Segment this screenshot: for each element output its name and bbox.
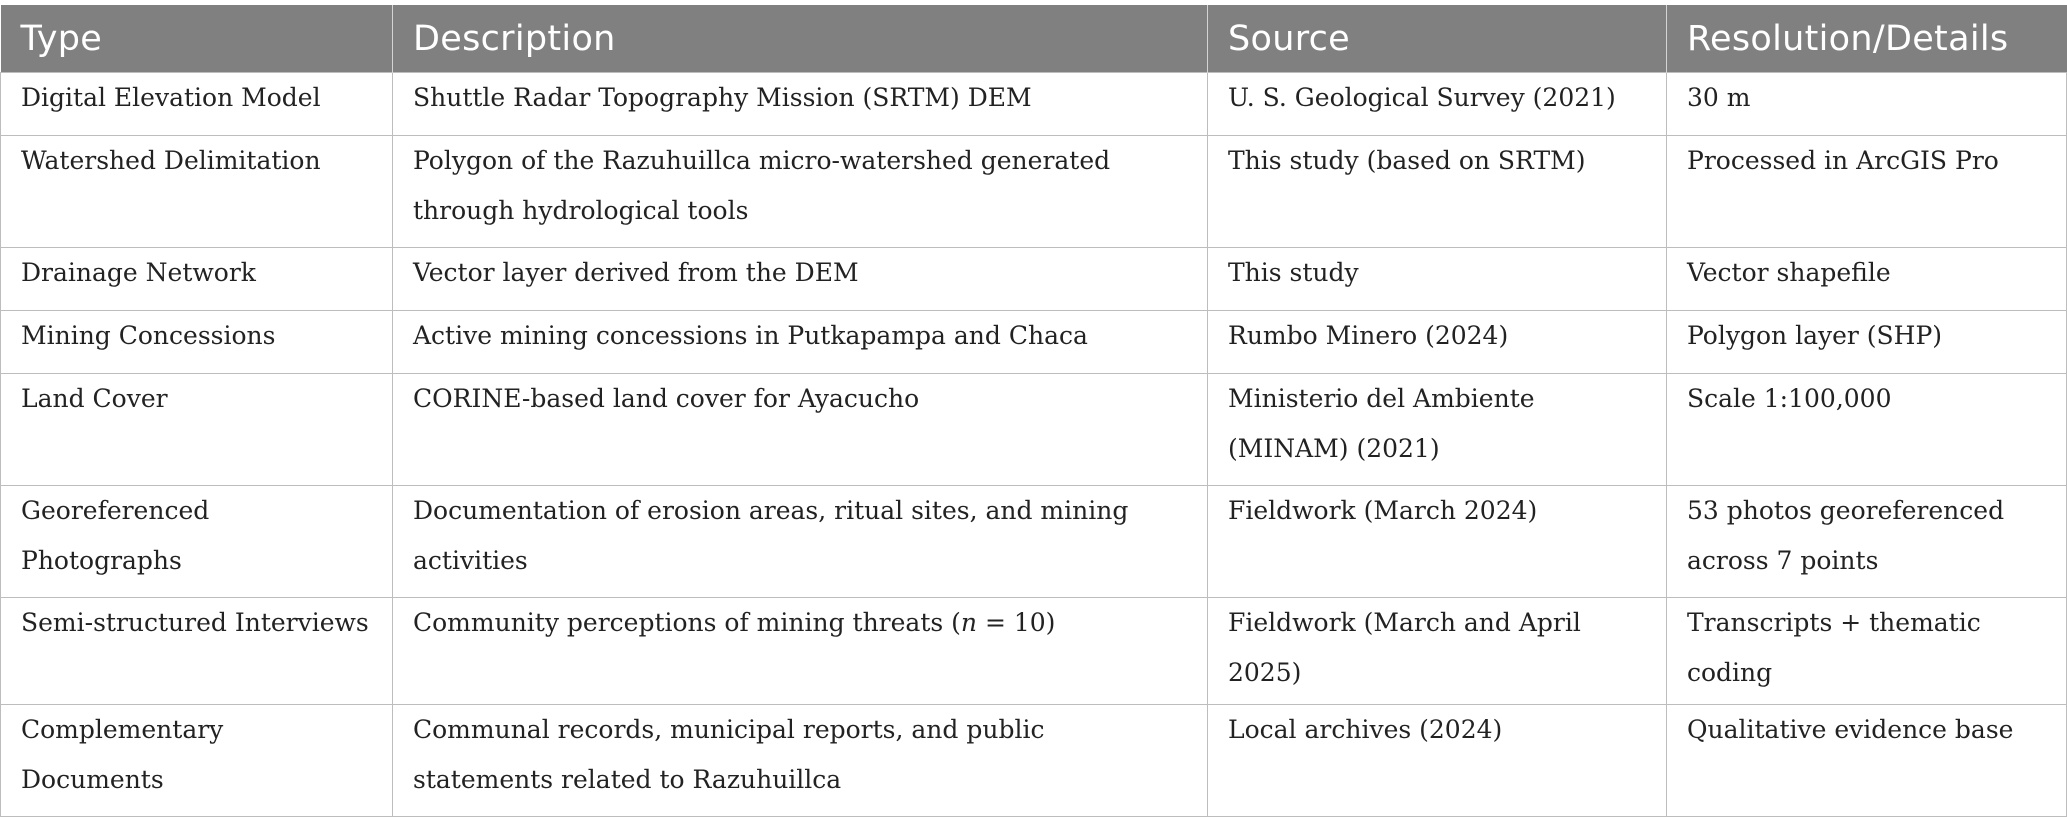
- table-row: [1, 136, 2067, 248]
- cell-source: Local archives (2024): [1208, 705, 1667, 817]
- cell-type: Mining Concessions: [1, 311, 393, 374]
- data-sources-table-container: [0, 5, 2067, 817]
- cell-details: Transcripts + thematic coding: [1667, 598, 2067, 705]
- cell-type: Georeferenced Photographs: [1, 486, 393, 598]
- table-body: [1, 73, 2067, 817]
- table-row: [1, 486, 2067, 598]
- cell-type: Drainage Network: [1, 248, 393, 311]
- cell-source: This study: [1208, 248, 1667, 311]
- table-row: [1, 705, 2067, 817]
- table-row: [1, 598, 2067, 705]
- cell-details: 53 photos georeferenced across 7 points: [1667, 486, 2067, 598]
- cell-description: Shuttle Radar Topography Mission (SRTM) DEM: [393, 73, 1208, 136]
- cell-details: Processed in ArcGIS Pro: [1667, 136, 2067, 248]
- cell-description: Documentation of erosion areas, ritual sites, and mining activities: [393, 486, 1208, 598]
- table-header: [1, 5, 2067, 73]
- cell-description: Communal records, municipal reports, and public statements related to Razuhuillca: [393, 705, 1208, 817]
- header-resolution-details: Resolution/Details: [1667, 5, 2067, 73]
- description-suffix: = 10): [977, 608, 1056, 637]
- data-sources-table: [0, 5, 2067, 817]
- cell-details: 30 m: [1667, 73, 2067, 136]
- table-row: [1, 248, 2067, 311]
- cell-type: Semi-structured Interviews: [1, 598, 393, 705]
- cell-type: Land Cover: [1, 374, 393, 486]
- cell-details: Qualitative evidence base: [1667, 705, 2067, 817]
- cell-description: Active mining concessions in Putkapampa and Chaca: [393, 311, 1208, 374]
- cell-details: Vector shapefile: [1667, 248, 2067, 311]
- cell-type: Complementary Documents: [1, 705, 393, 817]
- header-type: Type: [20, 18, 103, 59]
- table-row: [1, 311, 2067, 374]
- cell-type: Digital Elevation Model: [1, 73, 393, 136]
- cell-source: Fieldwork (March and April 2025): [1208, 598, 1667, 705]
- table-row: [1, 73, 2067, 136]
- cell-details: Polygon layer (SHP): [1667, 311, 2067, 374]
- cell-source: Rumbo Minero (2024): [1208, 311, 1667, 374]
- cell-source: Fieldwork (March 2024): [1208, 486, 1667, 598]
- header-row: [1, 5, 2067, 73]
- header-source: Source: [1208, 5, 1667, 73]
- table-row: [1, 374, 2067, 486]
- cell-source: Ministerio del Ambiente (MINAM) (2021): [1208, 374, 1667, 486]
- cell-source: U. S. Geological Survey (2021): [1208, 73, 1667, 136]
- cell-description: CORINE-based land cover for Ayacucho: [393, 374, 1208, 486]
- cell-description: [393, 598, 1208, 705]
- description-prefix: Community perceptions of mining threats (: [413, 608, 961, 637]
- cell-description: Polygon of the Razuhuillca micro-watershed generated through hydrological tools: [393, 136, 1208, 248]
- cell-description: Vector layer derived from the DEM: [393, 248, 1208, 311]
- cell-source: This study (based on SRTM): [1208, 136, 1667, 248]
- description-italic-n: n: [960, 608, 978, 637]
- header-description: Description: [393, 5, 1208, 73]
- cell-details: Scale 1:100,000: [1667, 374, 2067, 486]
- cell-type: Watershed Delimitation: [1, 136, 393, 248]
